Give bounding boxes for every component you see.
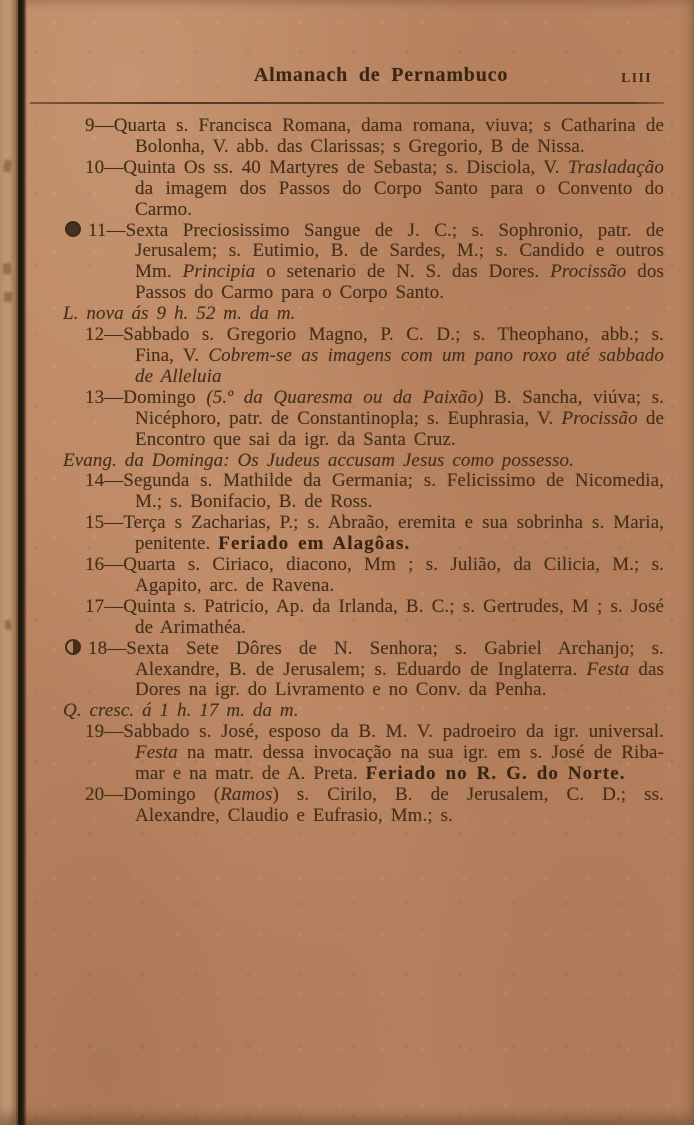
- calendar-entry: [30, 639, 664, 702]
- text-run: 18—Sexta Sete Dôres de N. Senhora; s. Gabriel Archanjo; s. Alexandre, B. de Jerusalem; s. Eduardo de Inglaterra.: [88, 637, 664, 680]
- text-run: L. nova ás 9 h. 52 m. da m.: [63, 303, 296, 325]
- calendar-entry: [30, 158, 664, 221]
- text-run: 9—Quarta s. Francisca Romana, dama romana, viuva; s Catharina de Bolonha, V. abb. das Clarissas; s Gregorio, B de Nissa.: [85, 115, 664, 157]
- calendar-entry: [30, 555, 664, 597]
- text-run: 19—Sabbado s. José, esposo da B. M. V. padroeiro da igr. universal.: [85, 721, 664, 743]
- text-run: 11—Sexta Preciosissimo Sangue de J. C.; s. Sophronio, patr. de Jerusalem; s. Eutimio, B. de Sardes, M.; s. Candido e outros Mm.: [88, 219, 664, 283]
- text-run: 20—Domingo (: [85, 784, 221, 805]
- text-run: 15—Terça s Zacharias, P.; s. Abraão, eremita e sua sobrinha s. Maria, penitente.: [85, 512, 664, 555]
- calendar-entry: [30, 325, 664, 388]
- new-moon-icon: [65, 221, 81, 237]
- calendar-note-line: [30, 701, 664, 722]
- text-run: ) s. Cirilo, B. de Jerusalem, C. D.; ss. Alexandre, Claudio e Eufrasio, Mm.; s.: [135, 784, 664, 826]
- book-spine-gutter-shadow: [16, 0, 27, 1125]
- calendar-entry: [30, 785, 664, 827]
- text-run: Festa: [586, 658, 630, 680]
- text-run: 16—Quarta s. Ciriaco, diacono, Mm ; s. Julião, da Cilicia, M.; s. Agapito, arc. de Ravena.: [85, 554, 664, 596]
- text-run: das Dores na igr. do Livramento e no Conv. da Penha.: [135, 658, 664, 701]
- text-run: Cobrem-se as imagens com um pano roxo até sabbado de Alleluia: [135, 344, 664, 387]
- calendar-entries: [30, 116, 664, 827]
- text-run: Evang. da Dominga: Os Judeus accusam Jesus como possesso.: [63, 449, 574, 471]
- bleed-through-mark: [4, 620, 11, 631]
- text-run: Feriado no R. G. do Norte.: [365, 763, 626, 785]
- first-quarter-icon: [65, 639, 81, 655]
- text-run: Principia: [182, 261, 256, 283]
- calendar-note-line: [30, 451, 664, 472]
- book-title: Almanach de Pernambuco: [253, 64, 509, 86]
- text-run: Q. cresc. á 1 h. 17 m. da m.: [63, 700, 299, 722]
- text-run: B. Sancha, viúva; s. Nicéphoro, patr. de Constantinopla; s. Euphrasia, V.: [135, 386, 664, 429]
- text-run: Procissão: [561, 407, 638, 429]
- text-run: Ramos: [220, 784, 273, 805]
- page-header: [30, 64, 664, 96]
- text-run: Feriado em Alagôas.: [218, 533, 411, 555]
- text-run: 13—Domingo: [85, 386, 207, 408]
- text-run: (5.º da Quaresma ou da Paixão): [206, 386, 484, 408]
- bleed-through-mark: [3, 160, 12, 173]
- page-number: LIII: [621, 70, 652, 85]
- text-run: Procissão: [550, 261, 627, 283]
- text-run: dos Passos do Carmo para o Corpo Santo.: [135, 261, 664, 304]
- calendar-entry: [30, 513, 664, 555]
- text-run: Trasladação: [567, 156, 664, 178]
- calendar-entry: [30, 471, 664, 513]
- text-run: 12—Sabbado s. Gregorio Magno, P. C. D.; s. Theophano, abb.; s. Fina, V.: [85, 324, 664, 366]
- page-content: [30, 64, 664, 827]
- text-run: da imagem dos Passos do Corpo Santo para o Convento do Carmo.: [135, 177, 664, 220]
- calendar-entry: [30, 388, 664, 451]
- text-run: Festa: [135, 742, 178, 764]
- text-run: na matr. dessa invocação na sua igr. em s. José de Riba-mar e na matr. de A. Preta.: [135, 742, 664, 785]
- calendar-entry: [30, 221, 664, 305]
- header-rule: [30, 102, 664, 104]
- text-run: 14—Segunda s. Mathilde da Germania; s. Felicissimo de Nicomedia, M.; s. Bonifacio, B. de Ross.: [85, 470, 664, 513]
- calendar-note-line: [30, 304, 664, 325]
- bleed-through-mark: [4, 292, 13, 303]
- calendar-entry: [30, 722, 664, 785]
- text-run: 10—Quinta Os ss. 40 Martyres de Sebasta; s. Disciola, V.: [85, 156, 568, 178]
- bleed-through-mark: [3, 263, 12, 275]
- text-run: o setenario de N. S. das Dores.: [255, 261, 551, 283]
- text-run: de Encontro que sai da igr. da Santa Cruz.: [135, 407, 665, 450]
- calendar-entry: [30, 597, 664, 639]
- text-run: 17—Quinta s. Patricio, Ap. da Irlanda, B. C.; s. Gertrudes, M ; s. José de Arimathéa.: [85, 595, 664, 638]
- calendar-entry: [30, 116, 664, 158]
- adjacent-page-edge: [0, 0, 17, 1125]
